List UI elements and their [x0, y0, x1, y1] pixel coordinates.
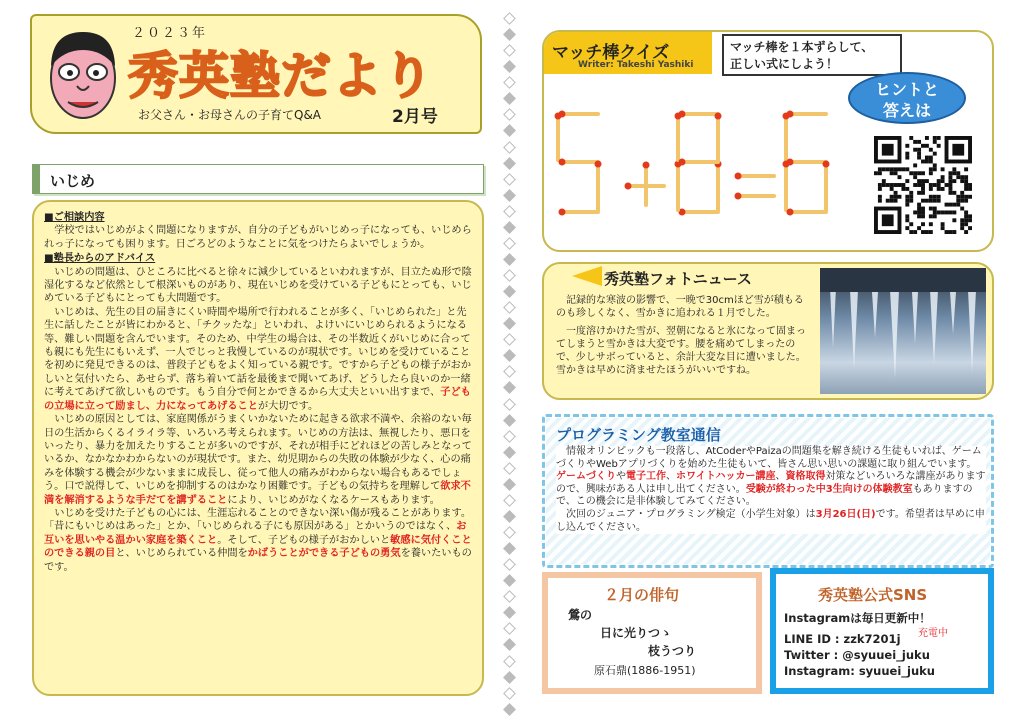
matchstick: [559, 111, 599, 118]
icicles-icon: [820, 268, 986, 394]
issue-year: ２０２３年: [132, 26, 208, 41]
emphasis-text: かばうことができる子どもの勇気: [247, 548, 401, 560]
matchstick: [643, 162, 650, 206]
matchstick: [555, 113, 562, 161]
matchstick: [675, 161, 682, 211]
haiku-title: ２月の俳句: [604, 586, 680, 604]
divider-diamond: [503, 542, 516, 555]
programming-paragraph: 次回のジュニア・プログラミング検定（小学生対象）は3月26日(日)です。希望者は早めに申し込んでください。: [556, 508, 985, 533]
divider-diamond: [503, 12, 516, 25]
emphasis-text: 欲求不満を解消するような手だてを講ずること: [44, 481, 471, 506]
divider-diamond: [503, 687, 516, 700]
news-paragraph: 記録的な寒波の影響で、一晩で30cmほど雪が積もるのも珍しくなく、雪かきに追われる１月でした。: [556, 295, 804, 319]
divider-diamond: [503, 76, 516, 89]
matchstick: [783, 113, 790, 161]
twitter-handle[interactable]: Twitter : @syuuei_juku: [784, 648, 930, 662]
matchstick: [715, 161, 722, 211]
matchstick: [675, 113, 682, 161]
divider-diamond: [503, 510, 516, 523]
matchstick: [679, 111, 719, 118]
photo-news-text: [556, 294, 812, 382]
hint-line: 答えは: [882, 101, 931, 120]
hint-line: ヒントと: [874, 80, 939, 99]
haiku-line: 枝うつり: [648, 644, 697, 658]
divider-diamond: [503, 494, 516, 507]
haiku-line: 日に光りつゝ: [600, 626, 673, 640]
advice-heading: ■塾長からのアドバイス: [44, 253, 156, 265]
programming-title: プログラミング教室通信: [556, 426, 721, 444]
divider-diamond: [503, 141, 516, 154]
matchstick: [715, 113, 722, 161]
divider-diamond: [503, 189, 516, 202]
divider-diamond: [503, 301, 516, 314]
divider-diamond: [503, 125, 516, 138]
matchstick: [679, 209, 719, 216]
teacher-caricature-illustration: [42, 20, 124, 124]
divider-diamond: [503, 237, 516, 250]
emphasis-text: お互いを思いやる温かい家庭を築くこと: [44, 521, 467, 546]
instagram-handle[interactable]: Instagram: syuuei_juku: [784, 664, 935, 678]
matchstick: [735, 173, 775, 180]
quiz-question: [722, 34, 902, 76]
qr-code[interactable]: [874, 136, 972, 234]
divider-diamond: [503, 269, 516, 282]
handwritten-note: 充電中: [918, 628, 948, 639]
sns-title: 秀英塾公式SNS: [818, 586, 928, 604]
column-divider: [500, 14, 518, 714]
divider-diamond: [503, 574, 516, 587]
issue-month: 2月号: [392, 107, 438, 127]
divider-diamond: [503, 558, 516, 571]
consult-text: 学校ではいじめがよく問題になりますが、自分の子どもがいじめっ子になっても、いじめられっ子になっても困ります。日ごろどのようなことに気をつけたらよいでしょうか。: [44, 225, 472, 250]
divider-diamond: [503, 703, 516, 716]
advice-paragraph-1: いじめの問題は、ひところに比べると徐々に減少しているといわれますが、目立たぬ形で陰湿化するなど依然として根深いものがあり、現在いじめを受けている子どもにとっても、いじめている子どもにとっても大問題です。: [44, 266, 472, 305]
line-id[interactable]: LINE ID : zzk7201j: [784, 632, 901, 646]
icicle-photo: [820, 268, 986, 394]
matchstick: [787, 159, 827, 166]
divider-diamond: [503, 590, 516, 603]
emphasis-text: 子どもの立場に立って励まし、力になってあげること: [44, 387, 471, 412]
ijime-article: [32, 200, 484, 696]
matchstick: [783, 161, 790, 211]
hint-speech-bubble: [848, 72, 966, 124]
matchstick: [559, 209, 599, 216]
divider-diamond: [503, 462, 516, 475]
flag-icon: [572, 266, 602, 286]
emphasis-text: 敏感に気付くことのできる親の目: [44, 534, 472, 560]
divider-diamond: [503, 671, 516, 684]
divider-diamond: [503, 221, 516, 234]
divider-diamond: [503, 109, 516, 122]
photo-news-title: 秀英塾フォトニュース: [604, 270, 752, 288]
divider-diamond: [503, 430, 516, 443]
advice-paragraph-4: いじめを受けた子どもの心には、生涯忘れることのできない深い傷が残ることがあります。「昔にもいじめはあった」とか、「いじめられる子にも原因がある」とかいうのではなく、お互いを思いやる温かい家庭を築くこと。そして、子どもの様子がおかしいと敏感に気付くことのできる親の目と、いじめられている仲間をかばうことができる子どもの勇気を養いたいものです。: [44, 507, 472, 573]
divider-diamond: [503, 655, 516, 668]
matchstick: [679, 159, 719, 166]
haiku-author: 原石鼎(1886-1951): [594, 664, 696, 677]
quiz-question-line: マッチ棒を１本ずらして、: [730, 40, 874, 54]
matchstick: [559, 159, 599, 166]
divider-diamond: [503, 446, 516, 459]
divider-diamond: [503, 639, 516, 652]
section-heading-ijime: いじめ: [32, 164, 484, 194]
quiz-writer: Writer: Takeshi Yashiki: [578, 60, 694, 70]
haiku-line: 鶯の: [568, 608, 593, 622]
divider-diamond: [503, 606, 516, 619]
matchstick: [595, 161, 602, 211]
newsletter-title: 秀英塾だより: [128, 46, 434, 105]
divider-diamond: [503, 366, 516, 379]
divider-diamond: [503, 349, 516, 362]
programming-text: [556, 446, 986, 534]
instagram-note: Instagramは毎日更新中！: [784, 611, 931, 625]
quiz-question-line: 正しい式にしよう！: [730, 57, 839, 71]
programming-paragraph: 情報オリンピックも一段落し、AtCoderやPaizaの問題集を解き続ける生徒もいれば、ゲームづくりやWebアプリづくりを始めた生徒もいて、皆さん思い思いの課題に取り組んでいます。ゲームづくりや電子工作、ホワイトハッカー講座、資格取得対策などいろいろな講座がありますので、興味がある人は申し出てください。受験が終わった中3生向けの体験教室もありますので、この機会に是非体験してみてください。: [556, 446, 986, 508]
matchstick: [823, 161, 830, 211]
divider-diamond: [503, 398, 516, 411]
matchstick-equation: [552, 110, 852, 228]
divider-diamond: [503, 173, 516, 186]
matchstick: [735, 193, 775, 200]
divider-diamond: [503, 92, 516, 105]
divider-diamond: [503, 28, 516, 41]
matchstick: [787, 209, 827, 216]
matchstick: [787, 111, 827, 118]
divider-diamond: [503, 478, 516, 491]
divider-diamond: [503, 60, 516, 73]
divider-diamond: [503, 526, 516, 539]
consult-heading: ■ご相談内容: [44, 212, 105, 223]
advice-paragraph-2: いじめは、先生の目の届きにくい時間や場所で行われることが多く、「いじめられた」と先生に話したことが皆にわかると、「チクッたな」といわれ、よけいにいじめられるようになる等、難しい問題を含んでいます。そのため、中学生の場合は、その半数近くがいじめに合っても親にも先生にもいえず、一人でじっと我慢しているのが現状です。いじめを受けていることを初めに発見できるのは、普段子どもをよく知っている親です。ですから子どもの様子がおかしいと気付いたら、あせらず、落ち着いて話を最後まで聞いてあげ、どうしたら良いのか一緒に考えてあげて欲しいものです。もう自分で何とかできるから大丈夫といい出すまで、子どもの立場に立って励まし、力になってあげることが大切です。: [44, 306, 472, 412]
news-paragraph: 一度溶けかけた雪が、翌朝になると氷になって固まってしまうと雪かきは大変です。腰を痛めてしまったので、少しサボっていると、余計大変な目に遭いました。雪かきは早めに済ませたほうがいいですね。: [556, 326, 806, 376]
divider-diamond: [503, 414, 516, 427]
divider-diamond: [503, 382, 516, 395]
divider-diamond: [503, 623, 516, 636]
divider-diamond: [503, 317, 516, 330]
divider-diamond: [503, 333, 516, 346]
quiz-title: マッチ棒クイズ: [552, 43, 670, 63]
newsletter-subtitle: お父さん・お母さんの子育てQ&A: [138, 108, 322, 122]
divider-diamond: [503, 205, 516, 218]
divider-diamond: [503, 253, 516, 266]
divider-diamond: [503, 157, 516, 170]
divider-diamond: [503, 285, 516, 298]
advice-paragraph-3: いじめの原因としては、家庭関係がうまくいかないために起きる欲求不満や、余裕のない毎日の生活からくるイライラ等、いろいろ考えられます。いじめの方法は、無視したり、悪口をいったり、暴力を加えたりすることが多いのですが、それが相手にどれほどの苦しみとなっているか、なかなかわからないのが現状です。また、幼児期からの失敗の体験が少なく、心の痛みを体験する機会が少ないままに成長し、従って他人の痛みがわからない場合もあるでしょう。口で説得して、いじめを抑制するのはかなり困難です。子どもの気持ちを理解して欲求不満を解消するような手だてを講ずることにより、いじめがなくなるケースもあります。: [44, 414, 472, 506]
divider-diamond: [503, 44, 516, 57]
